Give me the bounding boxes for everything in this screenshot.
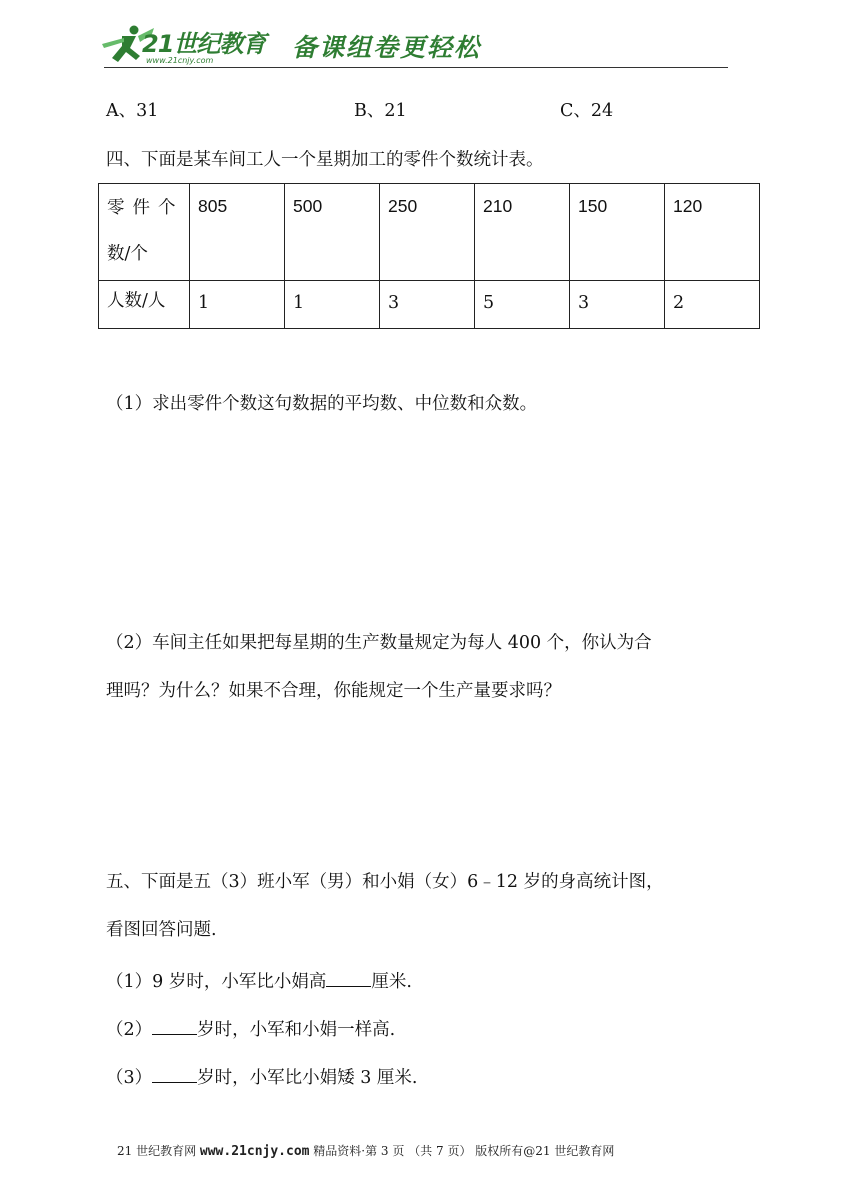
- brand-slogan: 备课组卷更轻松: [292, 33, 482, 62]
- answer-blank[interactable]: [152, 1067, 197, 1083]
- question-3-prefix: （3）: [106, 1068, 153, 1088]
- section4-question-1: （1）求出零件个数这句数据的平均数、中位数和众数。: [106, 394, 538, 414]
- section4-title: 四、下面是某车间工人一个星期加工的零件个数统计表。: [106, 150, 544, 170]
- row-header-parts: [99, 184, 190, 281]
- table-row: [99, 184, 760, 281]
- answer-blank[interactable]: [152, 1019, 197, 1035]
- question-2-prefix: （2）: [106, 1020, 153, 1040]
- section5-question-2: [106, 1019, 395, 1040]
- section5-title-line2: 看图回答问题.: [106, 920, 217, 940]
- table-cell: 3: [570, 281, 665, 329]
- brand-url: www.21cnjy.com: [146, 56, 214, 65]
- table-row: [99, 281, 760, 329]
- footer-page-info: 精品资料·第 3 页 （共 7 页） 版权所有@21 世纪教育网: [309, 1144, 615, 1158]
- answer-blank[interactable]: [326, 971, 371, 987]
- table-cell: 805: [190, 184, 285, 281]
- header-divider: [104, 67, 728, 68]
- table-cell: 250: [380, 184, 475, 281]
- table-cell: 1: [190, 281, 285, 329]
- section5-title-line1: 五、下面是五（3）班小军（男）和小娟（女）6﹣12 岁的身高统计图，: [106, 872, 664, 892]
- table-cell: 210: [475, 184, 570, 281]
- row-header-parts-line2: 数/个: [107, 244, 148, 264]
- table-cell: 3: [380, 281, 475, 329]
- question-1-prefix: （1）9 岁时，小军比小娟高: [106, 972, 327, 992]
- table-cell: 5: [475, 281, 570, 329]
- section4-question-2-line2: 理吗？为什么？如果不合理，你能规定一个生产量要求吗？: [106, 681, 561, 701]
- section5-question-1: [106, 971, 412, 992]
- option-a: A、31: [106, 101, 159, 121]
- option-b: B、21: [354, 101, 407, 121]
- footer-url[interactable]: www.21cnjy.com: [199, 1144, 310, 1159]
- table-cell: 2: [665, 281, 760, 329]
- question-3-suffix: 岁时，小军比小娟矮 3 厘米.: [197, 1068, 418, 1088]
- table-cell: 120: [665, 184, 760, 281]
- parts-table: [98, 183, 760, 329]
- page-footer: [117, 1142, 614, 1159]
- row-header-workers: 人数/人: [99, 281, 190, 329]
- option-c: C、24: [560, 101, 614, 121]
- table-cell: 500: [285, 184, 380, 281]
- row-header-parts-line1: 零件个: [107, 198, 184, 218]
- table-cell: 150: [570, 184, 665, 281]
- brand-name: 21世纪教育: [142, 30, 266, 58]
- section5-question-3: [106, 1067, 417, 1088]
- question-2-suffix: 岁时，小军和小娟一样高.: [197, 1020, 396, 1040]
- question-1-suffix: 厘米.: [371, 972, 412, 992]
- section4-question-2-line1: （2）车间主任如果把每星期的生产数量规定为每人 400 个，你认为合: [106, 633, 652, 653]
- table-cell: 1: [285, 281, 380, 329]
- page-header: [100, 22, 728, 70]
- footer-site-name: 21 世纪教育网: [117, 1144, 200, 1158]
